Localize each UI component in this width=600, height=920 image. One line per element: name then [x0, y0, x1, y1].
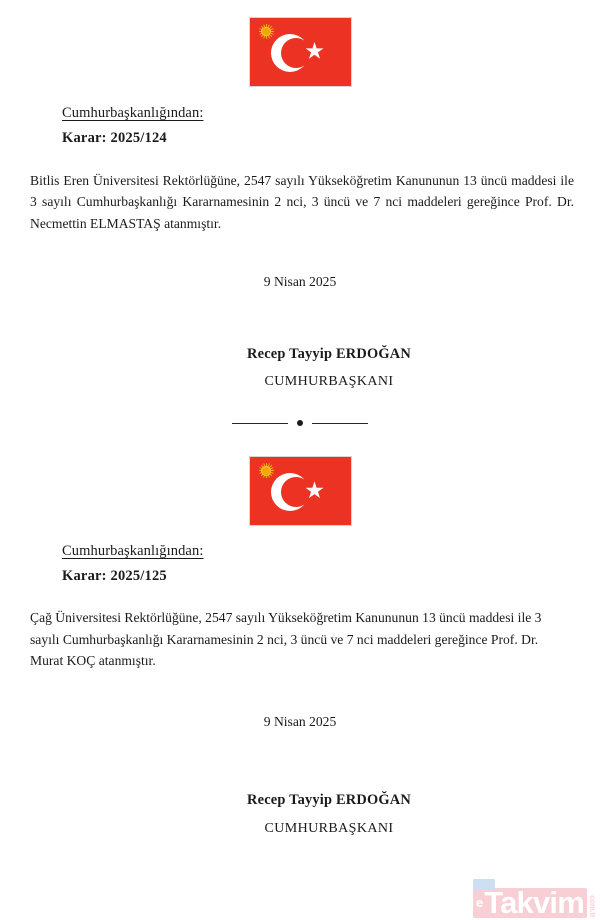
- decision-number: Karar: 2025/125: [62, 568, 167, 585]
- watermark-tld: com.tr: [588, 895, 597, 918]
- signatory-title: CUMHURBAŞKANI: [264, 820, 394, 836]
- decree-body-text: Bitlis Eren Üniversitesi Rektörlüğüne, 2547 sayılı Yükseköğretim Kanununun 13 üncü maddesi ile 3 sayılı Cumhurbaşkanlığı Kararnamesinin 2 nci, 3 üncü ve 7 nci maddeleri gereğince Prof. Dr. Necmettin ELMASTAŞ atanmıştır.: [30, 173, 574, 231]
- crescent-cutout: [281, 38, 311, 68]
- signatory-name: Recep Tayyip ERDOĞAN: [247, 346, 411, 363]
- separator-line-right: [312, 423, 368, 425]
- flag-container-2: [0, 456, 600, 526]
- decree-date: 9 Nisan 2025: [263, 713, 337, 729]
- watermark-chip: [473, 879, 495, 890]
- decree-body-text: Çağ Üniversitesi Rektörlüğüne, 2547 sayılı Yükseköğretim Kanununun 13 üncü maddesi ile 3 sayılı Cumhurbaşkanlığı Kararnamesinin 2 nci, 3 üncü ve 7 nci maddeleri gereğince Prof. Dr. Murat KOÇ atanmıştır.: [30, 610, 542, 669]
- turkish-flag-icon: [249, 17, 352, 87]
- crescent-cutout: [281, 477, 311, 507]
- watermark-prefix: e: [476, 895, 484, 911]
- signatory-name: Recep Tayyip ERDOĞAN: [247, 791, 411, 808]
- decree-heading-1: [0, 104, 600, 147]
- flag-container-1: [0, 17, 600, 87]
- site-watermark: [473, 884, 597, 920]
- decree-heading-2: [0, 542, 600, 585]
- sun-emblem-icon: [259, 24, 274, 39]
- issuer-label: Cumhurbaşkanlığından:: [62, 543, 204, 560]
- separator-line-left: [232, 423, 288, 425]
- signatory-title: CUMHURBAŞKANI: [264, 374, 394, 390]
- decree-block-2: [0, 426, 600, 836]
- watermark-badge: [473, 884, 587, 920]
- signature-block-1: [0, 346, 600, 390]
- turkish-flag-icon: [249, 456, 352, 526]
- sun-emblem-icon: [259, 463, 274, 478]
- issuer-label: Cumhurbaşkanlığından:: [62, 105, 204, 121]
- decree-block-1: [0, 0, 600, 390]
- watermark-brand: Takvim: [484, 884, 584, 920]
- signature-block-2: [0, 792, 600, 837]
- decision-number: Karar: 2025/124: [62, 130, 167, 146]
- decree-date: 9 Nisan 2025: [263, 274, 337, 290]
